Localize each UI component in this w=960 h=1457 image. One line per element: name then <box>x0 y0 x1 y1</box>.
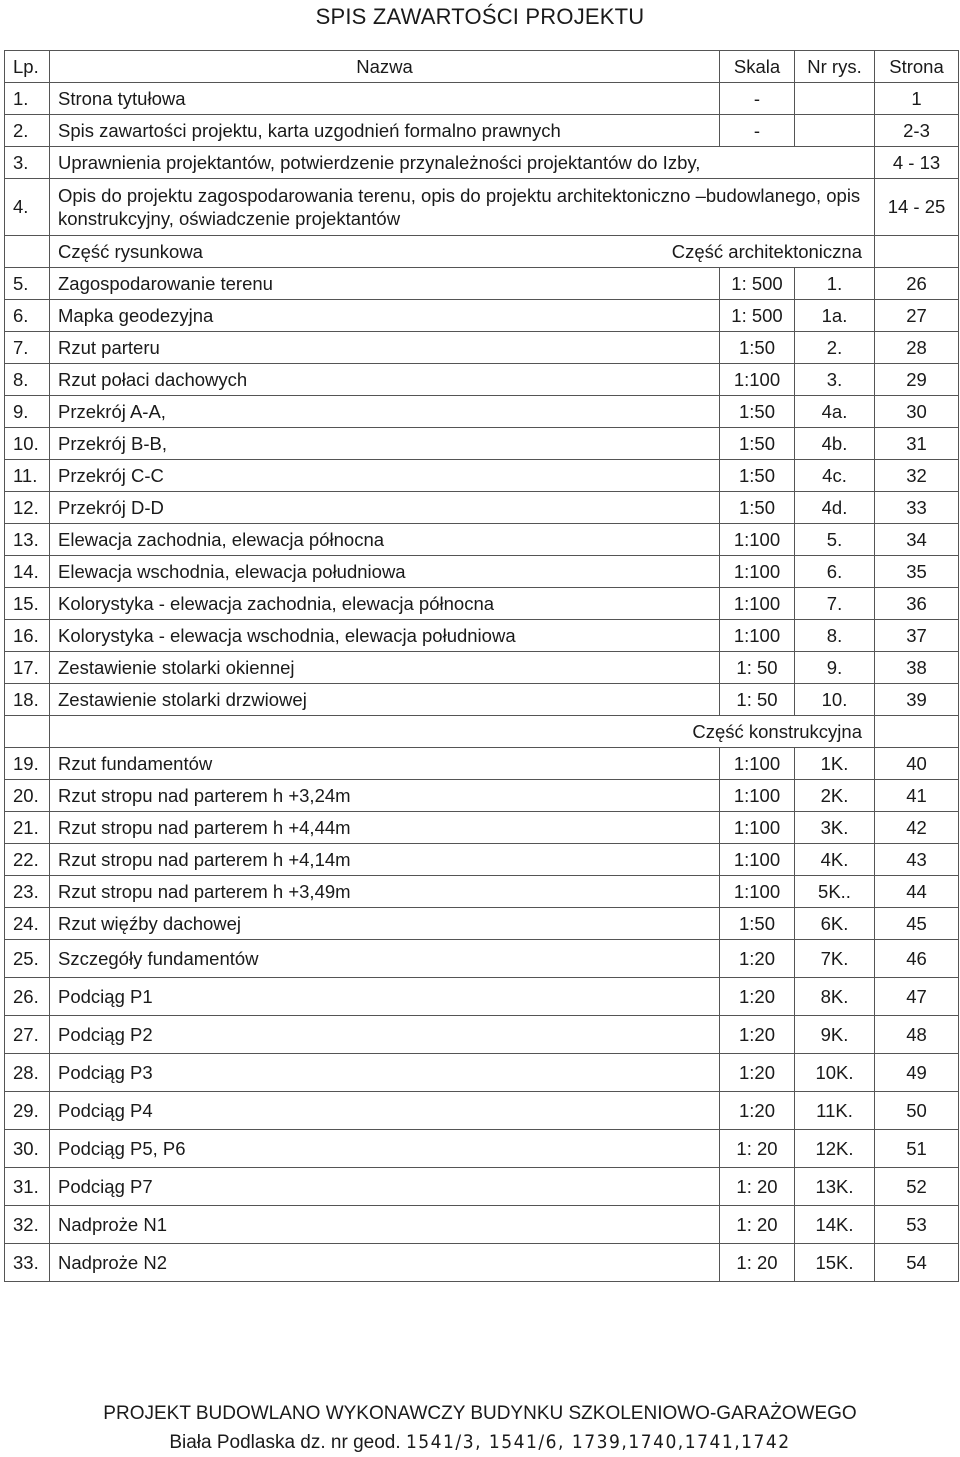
section-blank <box>5 716 50 748</box>
row-drawing-number: 1K. <box>795 748 875 780</box>
row-drawing-number: 13K. <box>795 1168 875 1206</box>
row-page: 14 - 25 <box>875 179 959 236</box>
row-drawing-number: 14K. <box>795 1206 875 1244</box>
row-drawing-number: 10K. <box>795 1054 875 1092</box>
row-number: 25. <box>5 940 50 978</box>
row-scale: 1: 20 <box>720 1168 795 1206</box>
row-scale: 1:50 <box>720 460 795 492</box>
row-scale: 1:50 <box>720 492 795 524</box>
row-number: 29. <box>5 1092 50 1130</box>
row-scale: 1: 20 <box>720 1130 795 1168</box>
row-scale: 1: 20 <box>720 1244 795 1282</box>
row-scale: 1:20 <box>720 1016 795 1054</box>
row-number: 27. <box>5 1016 50 1054</box>
table-row <box>5 1054 959 1092</box>
row-page: 49 <box>875 1054 959 1092</box>
row-scale: 1:100 <box>720 780 795 812</box>
row-name: Podciąg P2 <box>50 1016 720 1054</box>
row-number: 33. <box>5 1244 50 1282</box>
row-number: 2. <box>5 115 50 147</box>
row-name: Elewacja wschodnia, elewacja południowa <box>50 556 720 588</box>
section-title-cell <box>50 236 875 268</box>
row-drawing-number: 8K. <box>795 978 875 1016</box>
row-name: Szczegóły fundamentów <box>50 940 720 978</box>
row-number: 18. <box>5 684 50 716</box>
row-drawing-number: 10. <box>795 684 875 716</box>
row-number: 10. <box>5 428 50 460</box>
row-page: 26 <box>875 268 959 300</box>
row-name: Podciąg P7 <box>50 1168 720 1206</box>
row-number: 21. <box>5 812 50 844</box>
header-skala: Skala <box>720 51 795 83</box>
row-scale: 1: 500 <box>720 268 795 300</box>
section-heading: Część architektoniczna <box>671 240 862 262</box>
row-number: 7. <box>5 332 50 364</box>
row-number: 14. <box>5 556 50 588</box>
row-page: 38 <box>875 652 959 684</box>
row-scale: 1:50 <box>720 908 795 940</box>
row-page: 37 <box>875 620 959 652</box>
row-name: Spis zawartości projektu, karta uzgodnień formalno prawnych <box>50 115 720 147</box>
row-name: Rzut fundamentów <box>50 748 720 780</box>
table-row <box>5 908 959 940</box>
table-row <box>5 876 959 908</box>
header-lp: Lp. <box>5 51 50 83</box>
row-number: 12. <box>5 492 50 524</box>
row-number: 23. <box>5 876 50 908</box>
row-scale: 1: 20 <box>720 1206 795 1244</box>
table-row <box>5 428 959 460</box>
row-drawing-number: 4b. <box>795 428 875 460</box>
row-number: 3. <box>5 147 50 179</box>
table-row <box>5 940 959 978</box>
row-name: Nadproże N2 <box>50 1244 720 1282</box>
row-number: 1. <box>5 83 50 115</box>
row-drawing-number: 6K. <box>795 908 875 940</box>
table-row <box>5 115 959 147</box>
table-row <box>5 332 959 364</box>
row-name: Podciąg P5, P6 <box>50 1130 720 1168</box>
section-blank-page <box>875 716 959 748</box>
row-name: Przekrój B-B, <box>50 428 720 460</box>
row-number: 6. <box>5 300 50 332</box>
table-row <box>5 652 959 684</box>
row-page: 53 <box>875 1206 959 1244</box>
row-name: Rzut stropu nad parterem h +3,24m <box>50 780 720 812</box>
row-scale: 1:50 <box>720 428 795 460</box>
section-drawings-label: Część rysunkowa <box>58 240 203 262</box>
row-number: 8. <box>5 364 50 396</box>
row-drawing-number: 1a. <box>795 300 875 332</box>
table-row <box>5 364 959 396</box>
row-drawing-number: 2K. <box>795 780 875 812</box>
row-name: Rzut więźby dachowej <box>50 908 720 940</box>
row-name: Mapka geodezyjna <box>50 300 720 332</box>
row-page: 43 <box>875 844 959 876</box>
table-row <box>5 812 959 844</box>
row-drawing-number: 4K. <box>795 844 875 876</box>
table-row <box>5 1206 959 1244</box>
row-name: Przekrój A-A, <box>50 396 720 428</box>
row-page: 54 <box>875 1244 959 1282</box>
header-nr: Nr rys. <box>795 51 875 83</box>
section-row-construction <box>5 716 959 748</box>
row-drawing-number: 6. <box>795 556 875 588</box>
row-scale: 1:100 <box>720 364 795 396</box>
row-page: 45 <box>875 908 959 940</box>
section-heading: Część konstrukcyjna <box>692 720 862 742</box>
row-scale: 1: 50 <box>720 652 795 684</box>
row-page: 30 <box>875 396 959 428</box>
row-number: 13. <box>5 524 50 556</box>
table-row <box>5 1168 959 1206</box>
row-scale: 1: 500 <box>720 300 795 332</box>
row-number: 11. <box>5 460 50 492</box>
row-number: 15. <box>5 588 50 620</box>
row-drawing-number: 9K. <box>795 1016 875 1054</box>
row-scale: 1:100 <box>720 556 795 588</box>
header-name: Nazwa <box>50 51 720 83</box>
footer-location-prefix: Biała Podlaska dz. nr geod. <box>169 1432 401 1453</box>
row-number: 19. <box>5 748 50 780</box>
table-row <box>5 524 959 556</box>
row-page: 44 <box>875 876 959 908</box>
table-row <box>5 556 959 588</box>
row-name: Rzut stropu nad parterem h +4,44m <box>50 812 720 844</box>
row-name: Zestawienie stolarki drzwiowej <box>50 684 720 716</box>
section-row-architecture <box>5 236 959 268</box>
table-row <box>5 1092 959 1130</box>
row-page: 46 <box>875 940 959 978</box>
row-page: 52 <box>875 1168 959 1206</box>
row-scale: - <box>720 115 795 147</box>
row-number: 26. <box>5 978 50 1016</box>
row-name: Rzut połaci dachowych <box>50 364 720 396</box>
row-name: Nadproże N1 <box>50 1206 720 1244</box>
row-scale: 1:20 <box>720 940 795 978</box>
header-strona: Strona <box>875 51 959 83</box>
row-page: 2-3 <box>875 115 959 147</box>
row-scale: 1:100 <box>720 748 795 780</box>
row-page: 33 <box>875 492 959 524</box>
table-row <box>5 179 959 236</box>
row-name: Zagospodarowanie terenu <box>50 268 720 300</box>
row-name: Rzut stropu nad parterem h +3,49m <box>50 876 720 908</box>
row-drawing-number: 12K. <box>795 1130 875 1168</box>
row-number: 4. <box>5 179 50 236</box>
row-number: 5. <box>5 268 50 300</box>
section-blank <box>5 236 50 268</box>
row-page: 28 <box>875 332 959 364</box>
row-number: 24. <box>5 908 50 940</box>
row-drawing-number: 11K. <box>795 1092 875 1130</box>
row-drawing-number: 9. <box>795 652 875 684</box>
row-scale: 1: 50 <box>720 684 795 716</box>
row-scale: 1:50 <box>720 396 795 428</box>
table-row <box>5 588 959 620</box>
row-number: 9. <box>5 396 50 428</box>
row-page: 1 <box>875 83 959 115</box>
row-page: 32 <box>875 460 959 492</box>
section-blank-page <box>875 236 959 268</box>
row-page: 47 <box>875 978 959 1016</box>
table-row <box>5 300 959 332</box>
table-row <box>5 268 959 300</box>
row-page: 51 <box>875 1130 959 1168</box>
row-page: 31 <box>875 428 959 460</box>
row-drawing-number: 3. <box>795 364 875 396</box>
row-scale: 1:20 <box>720 1092 795 1130</box>
row-name: Strona tytułowa <box>50 83 720 115</box>
row-scale: 1:100 <box>720 812 795 844</box>
row-page: 39 <box>875 684 959 716</box>
section-title-cell <box>50 716 875 748</box>
row-drawing-number: 7K. <box>795 940 875 978</box>
row-number: 16. <box>5 620 50 652</box>
row-drawing-number: 4c. <box>795 460 875 492</box>
row-name: Kolorystyka - elewacja wschodnia, elewacja południowa <box>50 620 720 652</box>
row-page: 48 <box>875 1016 959 1054</box>
row-name: Kolorystyka - elewacja zachodnia, elewacja północna <box>50 588 720 620</box>
row-page: 41 <box>875 780 959 812</box>
table-row <box>5 780 959 812</box>
row-name: Elewacja zachodnia, elewacja północna <box>50 524 720 556</box>
row-drawing-number: 2. <box>795 332 875 364</box>
row-scale: 1:100 <box>720 588 795 620</box>
table-row <box>5 83 959 115</box>
row-page: 35 <box>875 556 959 588</box>
row-page: 42 <box>875 812 959 844</box>
table-row <box>5 492 959 524</box>
row-scale: 1:20 <box>720 978 795 1016</box>
table-row <box>5 147 959 179</box>
table-row <box>5 1016 959 1054</box>
footer-plot-numbers: 1541/3, 1541/6, 1739,1740,1741,1742 <box>405 1431 791 1453</box>
row-drawing-number: 4a. <box>795 396 875 428</box>
row-page: 27 <box>875 300 959 332</box>
row-number: 32. <box>5 1206 50 1244</box>
row-name: Podciąg P4 <box>50 1092 720 1130</box>
row-drawing-number: 7. <box>795 588 875 620</box>
row-scale: 1:100 <box>720 524 795 556</box>
row-drawing-number: 5K.. <box>795 876 875 908</box>
row-name: Zestawienie stolarki okiennej <box>50 652 720 684</box>
row-drawing-number: 3K. <box>795 812 875 844</box>
row-page: 4 - 13 <box>875 147 959 179</box>
table-row <box>5 684 959 716</box>
row-name: Przekrój C-C <box>50 460 720 492</box>
table-row <box>5 1244 959 1282</box>
row-name: Podciąg P1 <box>50 978 720 1016</box>
row-scale: - <box>720 83 795 115</box>
footer-project-name: PROJEKT BUDOWLANO WYKONAWCZY BUDYNKU SZKOLENIOWO-GARAŻOWEGO <box>103 1403 857 1424</box>
row-page: 40 <box>875 748 959 780</box>
contents-table <box>4 50 959 1282</box>
row-drawing-number: 1. <box>795 268 875 300</box>
row-number: 22. <box>5 844 50 876</box>
row-number: 17. <box>5 652 50 684</box>
footer-location <box>0 1431 960 1454</box>
row-number: 31. <box>5 1168 50 1206</box>
row-number: 28. <box>5 1054 50 1092</box>
row-page: 34 <box>875 524 959 556</box>
row-scale: 1:100 <box>720 620 795 652</box>
row-page: 36 <box>875 588 959 620</box>
row-page: 29 <box>875 364 959 396</box>
table-row <box>5 620 959 652</box>
row-name: Opis do projektu zagospodarowania terenu, opis do projektu architektoniczno –budowlanego, opis konstrukcyjny, oświadczenie projektantów <box>50 179 875 236</box>
row-number: 20. <box>5 780 50 812</box>
row-scale: 1:20 <box>720 1054 795 1092</box>
row-drawing-number: 5. <box>795 524 875 556</box>
table-header-row <box>5 51 959 83</box>
row-scale: 1:100 <box>720 844 795 876</box>
row-scale: 1:50 <box>720 332 795 364</box>
row-drawing-number <box>795 115 875 147</box>
table-row <box>5 396 959 428</box>
row-drawing-number: 8. <box>795 620 875 652</box>
row-drawing-number: 4d. <box>795 492 875 524</box>
row-number: 30. <box>5 1130 50 1168</box>
row-name: Rzut parteru <box>50 332 720 364</box>
table-row <box>5 1130 959 1168</box>
table-row <box>5 460 959 492</box>
row-drawing-number <box>795 83 875 115</box>
row-scale: 1:100 <box>720 876 795 908</box>
row-name: Uprawnienia projektantów, potwierdzenie przynależności projektantów do Izby, <box>50 147 875 179</box>
row-name: Rzut stropu nad parterem h +4,14m <box>50 844 720 876</box>
table-row <box>5 844 959 876</box>
row-name: Przekrój D-D <box>50 492 720 524</box>
row-name: Podciąg P3 <box>50 1054 720 1092</box>
row-drawing-number: 15K. <box>795 1244 875 1282</box>
document-title: SPIS ZAWARTOŚCI PROJEKTU <box>315 4 645 29</box>
row-page: 50 <box>875 1092 959 1130</box>
table-row <box>5 748 959 780</box>
table-row <box>5 978 959 1016</box>
